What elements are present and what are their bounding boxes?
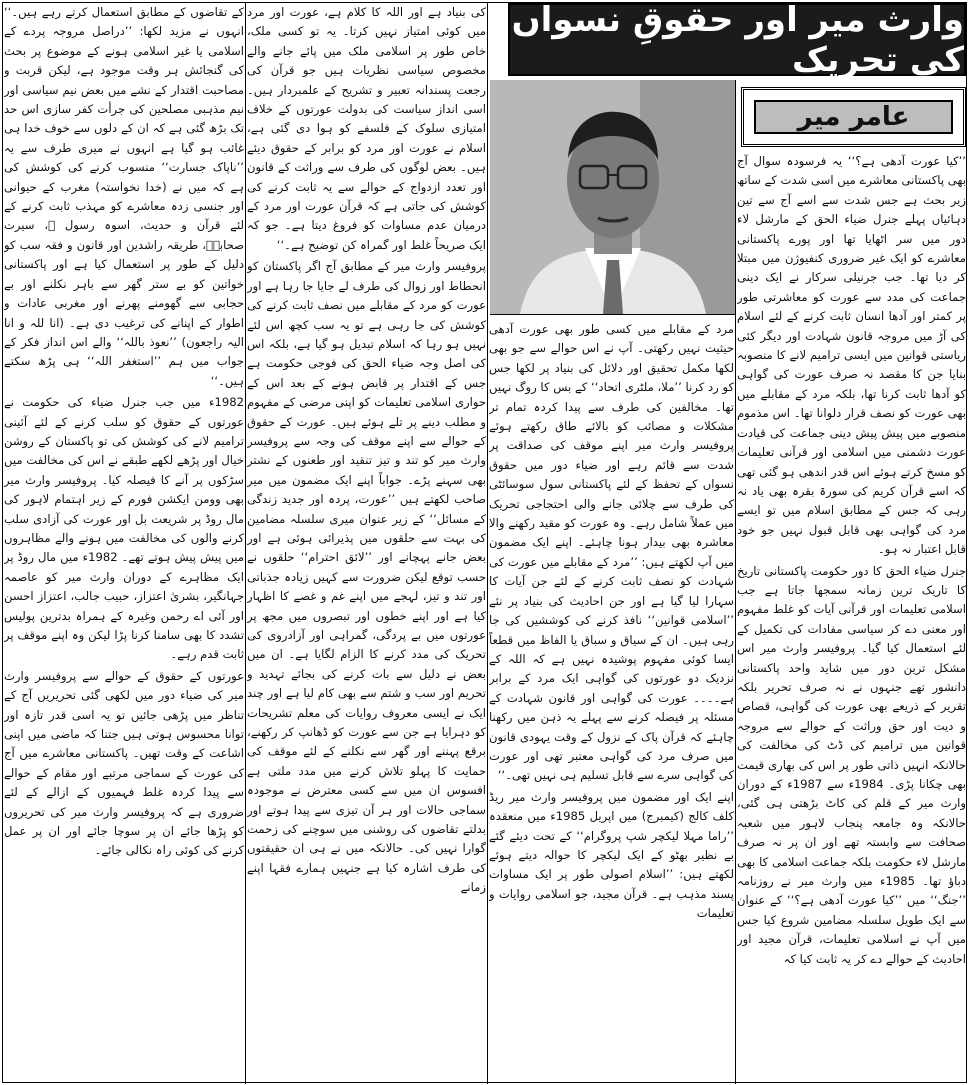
- author-byline: [741, 87, 966, 147]
- article-column-1: [737, 152, 966, 1084]
- paragraph: اپنے ایک اور مضمون میں پروفیسر وارث میر ریڈ کلف کالج (کیمبرج) میں اپریل 1985ء میں منعقدہ ’’راما مہلا لیکچر شپ پروگرام‘‘ کے تحت دیئے گئے بے نظیر بھٹو کے ایک لیکچر کا حوالہ دیتے ہوئے لکھتے ہیں: ’’اسلام اصولی طور پر ایک مساوات پسند مذہب ہے۔ قرآن مجید، جو اسلامی روایات و تعلیمات: [489, 789, 734, 921]
- author-photo: [490, 80, 736, 315]
- author-name: عامر میر: [754, 100, 953, 134]
- column-rule: [487, 3, 488, 1084]
- paragraph: پروفیسر وارث میر کے مطابق آج اگر پاکستان کو انحطاط اور زوال کی طرف لے جایا جا رہا ہے اور عورت کو مرد کے مقابلے میں نصف ثابت کرنے کی کوشش کی جا رہی ہے تو یہ سب کچھ اس لئے نہیں ہو رہا کہ اسلام تبدیل ہو گیا ہے، بلکہ اس کی اصل وجہ ضیاء الحق کی فوجی حکومت ہے جس کے اقتدار پر قابض ہونے کے بعد اس کے حواری اسلامی تعلیمات کو اپنی مرضی کے مفہوم و مطلب دینے پر تلے ہوئے ہیں۔ عورت کے حقوق کے حوالے سے اپنے موقف کی وجہ سے پروفیسر وارث میر کو تند و تیز تنقید اور طعنوں کے نشتر بھی سہنے پڑے۔ جواباً اپنے ایک مضمون میں میر صاحب لکھتے ہیں ’’عورت، پردہ اور جدید زندگی کے مسائل‘‘ کے زیر عنوان میری سلسلہ مضامین کی بہت سے حلقوں میں پذیرائی ہوئی ہے اور بعض جانے پہچانے اور ’’لائق احترام‘‘ حلقوں نے حسب توقع لیکن ضرورت سے کہیں زیادہ جذباتی اور تند و تیز، لہجے میں اپنے غم و غصے کا اظہار کیا ہے اور اپنے خطوں اور تبصروں میں مجھ پر عورتوں میں بے پردگی، گمراہی اور آزادروی کی تحریک کی مدد کرنے کا الزام لگایا ہے۔ ان میں بعض نے دلیل سے بات کرنے کی بجائے تہدید و تحریم اور سب و شتم سے بھی کام لیا ہے اور چند ایک نے ایسی معروف روایات کی معلم تشریحات کو دہرایا ہے جن سے عورت کو ڈھانپ کر رکھنے، برقع پہننے اور گھر سے نکلنے کے لئے موقف کی حمایت کا پہلو تلاش کرنے میں مدد ملتی ہے افسوس ان میں سے کسی معترض نے موجودہ سماجی حالات اور ہر آن تیزی سے پیدا ہوتے اور بدلتے تقاضوں کی روشنی میں سوچنے کی زحمت گوارا نہیں کی۔ حالانکہ میں نے ہی ان حقیقتوں کی طرف اشارہ کیا ہے جنہیں ہمارے فقہا اپنے زمانے: [247, 259, 486, 895]
- paragraph: 1982ء میں جب جنرل ضیاء کی حکومت نے عورتوں کے حقوق کو سلب کرنے کے لئے آئینی ترامیم لانے کی کوشش کی تو پاکستان کے روشن خیال اور پڑھے لکھے طبقے نے اس کی مخالفت میں سڑکوں پر آنے کا فیصلہ کیا۔ پروفیسر وارث میر بھی وومن ایکشن فورم کے زیر اہتمام لاہور کی مال روڈ پر شریعت بل اور عورت کی آزادی سلب کرنے والوں کی مخالفت میں ہونے والے مظاہروں میں پیش پیش ہوتے تھے۔ 1982ء میں مال روڈ پر ایک مظاہرے کے دوران وارث میر کو عاصمہ جہانگیر، بشریٰ اعتزاز، حبیب جالب، اعتزاز احسن اور آئی اے رحمن وغیرہ کے ہمراہ بدترین پولیس تشدد کا بھی سامنا کرنا پڑا لیکن وہ اپنے موقف پر ثابت قدم رہے۔: [4, 395, 244, 662]
- paragraph: مرد کے مقابلے میں کسی طور بھی عورت آدھی حیثیت نہیں رکھتی۔ آپ نے اس حوالے سے جو بھی لکھا مکمل تحقیق اور دلائل کی بنیاد پر لکھا جس کو رد کرنا ’’ملا، ملٹری اتحاد‘‘ کے بس کا روگ نہیں تھا۔ مخالفین کی طرف سے پیدا کردہ تمام تر مشکلات و مصائب کو بالائے طاق رکھتے ہوئے پروفیسر وارث میر اپنے موقف کی صداقت پر شدت سے قائم رہے اور ضیاء دور میں حقوق نسواں کے تحفظ کے لئے پاکستانی سول سوسائٹی کی طرف سے چلائی جانے والی احتجاجی تحریک میں عملاً شامل رہے۔ وہ عورت کو مقید رکھنے والا معاشرہ بھی بیدار ہونا چاہئے۔ اپنے ایک مضمون میں آپ لکھتے ہیں: ’’مرد کے مقابلے میں عورت کی شہادت کو نصف ثابت کرنے کے لئے جن آیات کا سہارا لیا گیا ہے اور جن احادیث کی بنیاد پر نئے ’’اسلامی قوانین‘‘ نافذ کرنے کی کوششیں کی جا رہی ہیں۔ ان کے سیاق و سباق یا الفاظ میں قطعاً ایسا کوئی مفہوم پوشیدہ نہیں ہے کہ اللہ کے نزدیک دو عورتوں کی گواہی ایک مرد کے برابر ہے۔۔۔۔ عورت کی گواہی اور قانون شہادت کے مسئلہ پر فیصلہ کرنے سے پہلے یہ ذہن میں رکھنا چاہئے کہ قرآن پاک کے نزول کے وقت یہودی قانون میں صرف مرد کی گواہی معتبر تھی اور عورت کی گواہی سرے سے قابل تسلیم ہی نہیں تھی۔‘‘: [489, 322, 734, 783]
- article-column-4: [4, 3, 244, 1084]
- paragraph: کی بنیاد ہے اور اللہ کا کلام ہے، عورت اور مرد میں کوئی امتیاز نہیں کرتا۔ یہ تو کسی ملک، خاص طور پر اسلامی ملک میں پائے جانے والے مخصوص سیاسی نظریات ہیں جو قرآن کی رجعت پسندانہ تعبیر و تشریح کے علمبردار ہیں۔ اسی انداز سیاست کی بدولت عورتوں کے خلاف امتیازی سلوک کے فلسفے کو ہوا دی گئی ہے، اسلام نے عورت اور مرد کو برابر کے حقوق دیئے ہیں۔ بعض لوگوں کی طرف سے وراثت کے قانون اور تعدد ازدواج کے حوالے سے یہ ثابت کرنے کی کوشش کی جاتی ہے کہ قرآن عورت اور مرد کے درمیان عدم مساوات کو فروغ دیتا ہے۔ جو کہ ایک صریحاً غلط اور گمراہ کن توضیح ہے۔‘‘: [247, 5, 486, 252]
- article-column-3: [247, 3, 486, 1084]
- author-portrait-icon: [490, 80, 736, 314]
- column-rule: [735, 80, 736, 1084]
- column-rule: [245, 3, 246, 1084]
- paragraph: عورتوں کے حقوق کے حوالے سے پروفیسر وارث میر کی ضیاء دور میں لکھی گئی تحریریں آج کے تناظر میں پڑھی جائیں تو یہ اسی قدر تازہ اور توانا محسوس ہوتی ہیں جتنا کہ ماضی میں اپنی اشاعت کے وقت تھیں۔ پاکستانی معاشرے میں آج کی عورت کے سماجی مرتبے اور مقام کے حوالے سے پیدا کردہ غلط فہمیوں کے ازالے کے لئے ضروری ہے کہ پروفیسر وارث میر کی تحریروں کو پڑھا جائے ان پر سوچا جائے اور ان پر عمل کرنے کی کوئی راہ نکالی جائے۔: [4, 668, 244, 858]
- paragraph: جنرل ضیاء الحق کا دور حکومت پاکستانی تاریخ کا تاریک ترین زمانہ سمجھا جاتا ہے جب اسلامی تعلیمات اور قرآنی آیات کو غلط مفہوم اور معنی دے کر سیاسی مفادات کی تکمیل کے لئے استعمال کیا گیا۔ پروفیسر وارث میر اس مشکل ترین دور میں شاید واحد پاکستانی دانشور تھے جنہوں نے نہ صرف تحریر بلکہ تقریر کے ذریعے بھی عورت کی گواہی، قصاص و دیت اور حق وراثت کے حوالے سے مروجہ قوانین میں ترامیم کی ڈٹ کی مخالفت کی حالانکہ انہیں ذاتی طور پر اس کی بھاری قیمت بھی چکانا پڑی۔ 1984ء سے 1987ء کے دوران وارث میر کے قلم کی کاٹ بڑھتی ہی گئی، حالانکہ وہ جامعہ پنجاب لاہور میں شعبہ صحافت سے وابستہ تھے اور ان پر نہ صرف مارشل لاء حکومت بلکہ جماعت اسلامی کا بھی دباؤ تھا۔ 1985ء میں وارث میر نے روزنامہ ’’جنگ‘‘ میں ’’کیا عورت آدھی ہے؟‘‘ کے عنوان سے ایک طویل سلسلہ مضامین شروع کیا جس میں آپ نے اسلامی تعلیمات، قرآن مجید اور احادیث کے حوالے دے کر یہ ثابت کیا کہ: [737, 563, 966, 966]
- article-column-2: [489, 320, 734, 1084]
- paragraph: کے تقاضوں کے مطابق استعمال کرتے رہے ہیں۔‘‘ انہوں نے مزید لکھا: ’’دراصل مروجہ پردے کے اسلامی یا غیر اسلامی ہونے کے موضوع پر بحث کی گنجائش ہر وقت موجود ہے، لیکن قربت و مصاحبت اقتدار کے نشے میں بعض نیم سیاسی اور نیم مذہبی مصلحین کی جرأت کفر سازی اس حد تک بڑھ گئی ہے کہ ان کے دلوں سے خوف خدا ہی غائب ہو گیا ہے انہوں نے میری طرف سے یہ ’’ناپاک جسارت‘‘ منسوب کرنے کی کوشش کی ہے کہ میں نے (خدا نخواستہ) مغرب کے حیوانی اور جنسی زدہ معاشرے کو مہذب ثابت کرنے کے لئے قرآن و حدیث، اسوہ رسول ﷺ، سیرت صحابہؓ، طریقہ راشدین اور قانون و فقہ سب کو دلیل کے طور پر استعمال کیا ہے اور پاکستانی خواتین کو بے ستر گھر سے باہر نکلنے اور بے حجابی سے گھومنے پھرنے اور مغربی عادات و اطوار کے اپنانے کی ترغیب دی ہے۔ (انا للہ و انا الیہ راجعون) ’’نعوذ باللہ‘‘ والے اس انداز فکر کے جواب میں ہم ’’استغفر اللہ‘‘ ہی پڑھ سکتے ہیں۔‘‘: [4, 5, 244, 388]
- headline: وارث میر اور حقوقِ نسواں کی تحریک: [508, 3, 966, 76]
- paragraph: ’’کیا عورت آدھی ہے؟‘‘ یہ فرسودہ سوال آج بھی پاکستانی معاشرے میں اسی شدت کے ساتھ زیر بحث ہے جس شدت سے اسے آج سے تین دہائیاں پہلے جنرل ضیاء الحق کے مارشل لاء دور میں سر اٹھایا تھا اور پورے پاکستانی معاشرے کو ایک غیر ضروری کنفیوژن میں مبتلا کر دیا تھا۔ جب جرنیلی سرکار نے ایک دینی جماعت کی مدد سے عورت کو معاشرتی طور پر کمتر اور آدھا انسان ثابت کرنے کے لئے اسلام کی آڑ میں مروجہ قانون شہادت اور دیگر کئی ریاستی قوانین میں ایسی ترامیم لانے کا منصوبہ بنایا جن کا مقصد نہ صرف عورت کی گواہی کو آدھا ثابت کرنا تھا، بلکہ مرد کے مقابلے میں بھی عورت کو نصف قرار دلوانا تھا۔ اس مذموم منصوبے میں پیش پیش دینی جماعت کی قیادت عورت دشمنی میں اسلامی اور قرآنی تعلیمات کو مسخ کرتے ہوئے اس قدر اندھی ہو گئی تھی کہ اسے قرآن کریم کی سورۃ بقرہ بھی یاد نہ رہی کہ جس کے مطابق اسلام میں تو ایسے مرد کی گواہی بھی قابل قبول نہیں جو خود قابل اعتبار نہ ہو۔: [737, 154, 966, 557]
